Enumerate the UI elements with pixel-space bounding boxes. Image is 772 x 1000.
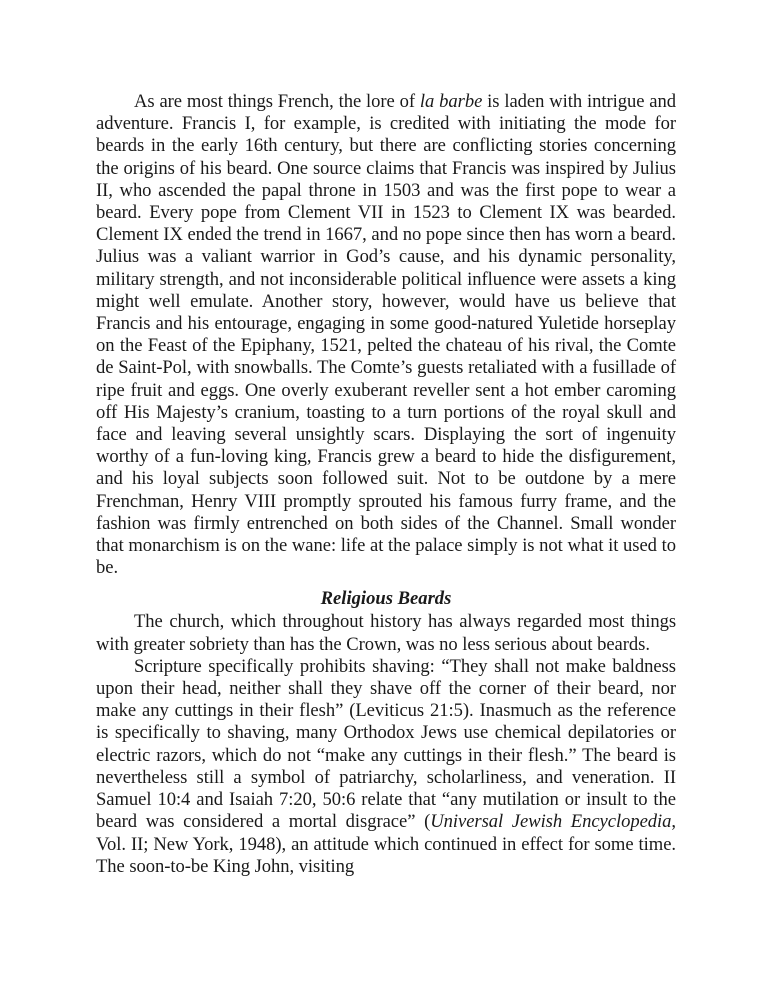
paragraph-church: The church, which throughout history has always regarded most things with greater sobriety than has the Crown, was no less serious about beards. [96,611,676,655]
paragraph-french-beards [96,91,676,579]
paragraph-scripture [96,656,676,878]
section-heading: Religious Beards [320,588,452,610]
document-page [96,91,676,878]
paragraph-text: As are most things French, the lore of [134,91,420,112]
italic-title: Universal Jewish Encyclopedia [430,811,672,833]
paragraph-text: is laden with intrigue and adventure. Francis I, for example, is credited with initiating the mode for beards in the early 16th century, but there are conflicting stories concerning the origins of his beard. One source claims that Francis was inspired by Julius II, who ascended the papal throne in 1503 and was the first pope to wear a beard. Every pope from Clement VII in 1523 to Clement IX was bearded. Clement IX ended the trend in 1667, and no pope since then has worn a beard. Julius was a valiant warrior in God’s cause, and his dynamic personality, military strength, and not inconsiderable political influence were assets a king might well emulate. Another story, however, would have us believe that Francis and his entourage, engaging in some good-natured Yuletide horseplay on the Feast of the Epiphany, 1521, pelted the chateau of his rival, the Comte de Saint-Pol, with snowballs. The Comte’s guests retaliated with a fusillade of ripe fruit and eggs. One overly exuberant reveller sent a hot ember caroming off His Majesty’s cranium, toasting to a turn portions of the royal skull and face and leaving several unsightly scars. Displaying the sort of ingenuity worthy of a fun-loving king, Francis grew a beard to hide the disfigurement, and his loyal subjects soon followed suit. Not to be outdone by a mere Frenchman, Henry VIII promptly sprouted his famous furry frame, and the fashion was firmly entrenched on both sides of the Channel. Small wonder that monarchism is on the wane: life at the palace simply is not what it used to be. [96,91,677,579]
paragraph-text: , Vol. II; New York, 1948), an attitude which continued in effect for some time. The soon-to-be King John, visiting [96,811,676,877]
paragraph-text: Scripture specifically prohibits shaving: “They shall not make baldness upon their head, neither shall they shave off the corner of their beard, nor make any cuttings in their flesh” (Leviticus 21:5). Inasmuch as the reference is specifically to shaving, many Orthodox Jews use chemical depilatories or electric razors, which do not “make any cuttings in their flesh.” The beard is nevertheless still a symbol of patriarchy, scholarliness, and veneration. II Samuel 10:4 and Isaiah 7:20, 50:6 relate that “any mutilation or insult to the beard was considered a mortal disgrace” ( [96,655,676,833]
italic-term: la barbe [419,91,483,112]
